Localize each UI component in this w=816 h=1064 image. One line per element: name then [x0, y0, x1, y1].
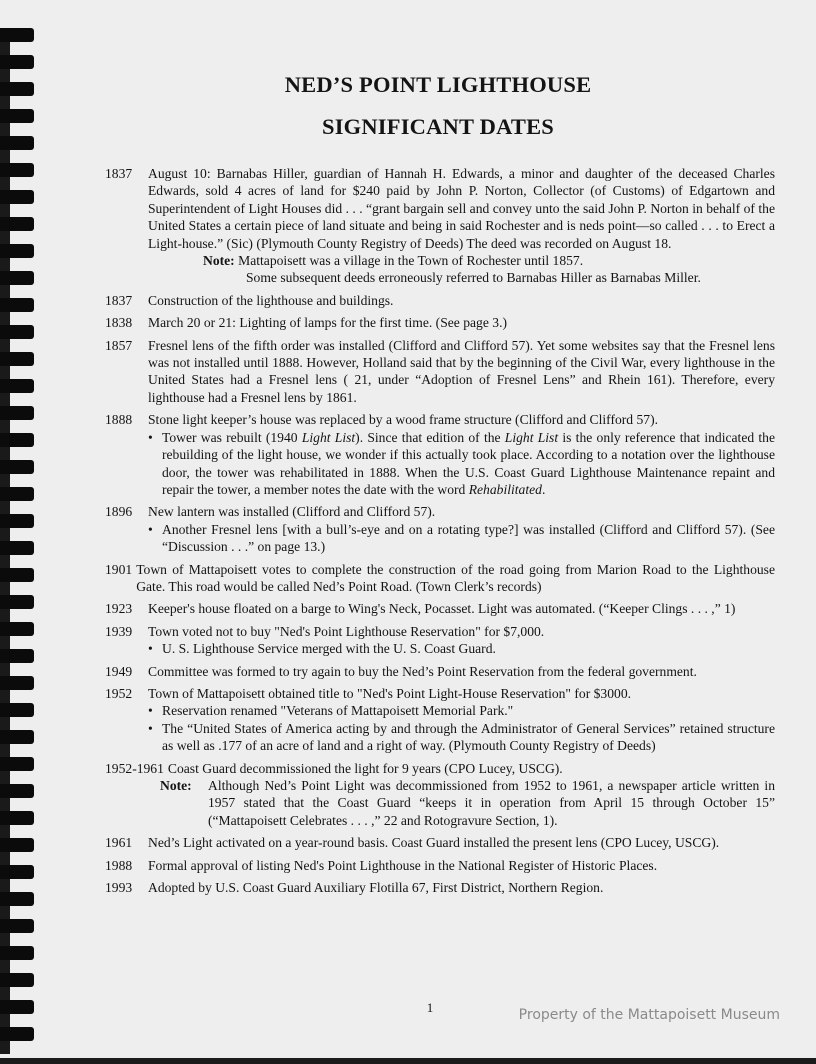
binding-coil [0, 541, 34, 555]
entry-text: Town of Mattapoisett obtained title to "Ned's Point Light-House Reservation" for $3000. [148, 685, 632, 701]
binding-coil [0, 649, 34, 663]
binding-coil [0, 379, 34, 393]
entry-year: 1939 [105, 623, 133, 639]
timeline-entry [105, 685, 775, 755]
binding-coil [0, 487, 34, 501]
bullet-icon: • [148, 641, 153, 657]
binding-coil [0, 946, 34, 960]
timeline [105, 165, 775, 901]
entry-year: 1961 [105, 835, 133, 851]
binding-coil [0, 352, 34, 366]
entry-year: 1952 [105, 685, 133, 701]
note-text: Although Ned’s Point Light was decommissioned from 1952 to 1961, a newspaper article written in 1957 stated that the Coast Guard “keeps it in operation from April 15 through October 15” (“Mattapoisett Celebrates . . . ,” 22 and Rotogravure Section, 1). [208, 778, 775, 828]
entry-text: New lantern was installed (Clifford and Clifford 57). [148, 504, 436, 520]
binding-coil [0, 190, 34, 204]
entry-year: 1901 [105, 561, 133, 577]
entry-text: Formal approval of listing Ned's Point Lighthouse in the National Register of Historic Places. [148, 857, 658, 873]
binding-coil [0, 325, 34, 339]
bullet-text: Another Fresnel lens [with a bull’s-eye and on a rotating type?] was installed (Clifford and Clifford 57). (See “Discussion . . .” on page 13.) [162, 521, 775, 555]
binding-coil [0, 433, 34, 447]
bullet-icon: • [148, 720, 153, 736]
timeline-entry [105, 337, 775, 407]
entry-year: 1949 [105, 663, 133, 679]
binding-coil [0, 28, 34, 42]
entry-year: 1993 [105, 880, 133, 896]
bullet-item [148, 640, 775, 657]
entry-year: 1896 [105, 504, 133, 520]
timeline-entry [105, 411, 775, 498]
watermark: Property of the Mattapoisett Museum [518, 1007, 780, 1023]
italic-title: Light List [504, 429, 559, 445]
page-number: 1 [426, 1000, 434, 1015]
binding-coil [0, 676, 34, 690]
entry-text: March 20 or 21: Lighting of lamps for the first time. (See page 3.) [148, 315, 508, 331]
timeline-entry [105, 879, 775, 896]
binding-coil [0, 568, 34, 582]
timeline-entry [105, 314, 775, 331]
bullet-icon: • [148, 521, 153, 537]
bullet-text: The “United States of America acting by and through the Administrator of General Services” retained structure as well as .177 of an acre of land and a right of way. (Plymouth County Registry of Deeds) [162, 720, 775, 754]
binding-coil [0, 595, 34, 609]
entry-text: August 10: Barnabas Hiller, guardian of Hannah H. Edwards, a minor and daughter of the deceased Charles Edwards, sold 4 acres of land for $240 paid by John P. Norton, Collector (of Customs) of Edgartown and Superintendent of Light Houses did . . . “grant bargain sell and convey unto the said John P. Norton in behalf of the United States a certain piece of land situate and being in said Rochester and is neds point—so called . . . to Erect a Light-house.” (Sic) (Plymouth County Registry of Deeds) The deed was recorded on August 18. [148, 166, 775, 251]
note-text: Mattapoisett was a village in the Town of Rochester until 1857. [238, 253, 584, 269]
binding-coil [0, 55, 34, 69]
binding-coil [0, 163, 34, 177]
note-text: Some subsequent deeds erroneously referred to Barnabas Hiller as Barnabas Miller. [246, 270, 701, 286]
binding-coil [0, 514, 34, 528]
entry-text: Coast Guard decommissioned the light for 9 years (CPO Lucey, USCG). [167, 760, 563, 776]
timeline-entry [105, 623, 775, 658]
binding-coil [0, 865, 34, 879]
note-label: Note: [203, 253, 235, 269]
entry-year: 1988 [105, 857, 133, 873]
bullet-item [148, 429, 775, 499]
entry-year: 1838 [105, 315, 133, 331]
timeline-entry [105, 600, 775, 617]
italic-word: Rehabilitated [468, 481, 542, 497]
binding-coil [0, 271, 34, 285]
page-title: NED’S POINT LIGHTHOUSE [284, 72, 592, 97]
binding-coil [0, 919, 34, 933]
bullet-text: is the only reference that indicated the rebuilding of the light house, we wonder if this actually took place. According to a notation over the lighthouse door, the tower was rehabilitated in 1888. When the U.S. Coast Guard Lighthouse Maintenance repaint and repair the tower, a member notes the date with the word [162, 429, 775, 497]
binding-coil [0, 622, 34, 636]
entry-year: 1888 [105, 412, 133, 428]
entry-year: 1857 [105, 337, 133, 353]
entry-text: Stone light keeper’s house was replaced by a wood frame structure (Clifford and Clifford 57). [148, 412, 659, 428]
bullet-text: U. S. Lighthouse Service merged with the U. S. Coast Guard. [162, 641, 496, 657]
binding-coil [0, 757, 34, 771]
bullet-text: . [541, 481, 546, 497]
page-bottom-edge [0, 1058, 816, 1064]
timeline-entry [105, 503, 775, 555]
bullet-icon: • [148, 429, 153, 445]
binding-coil [0, 406, 34, 420]
entry-text: Fresnel lens of the fifth order was installed (Clifford and Clifford 57). Yet some websites say that the Fresnel lens was not installed until 1888. However, Holland said that by the beginning of the Civil War, every lighthouse in the United States had a Fresnel lens ( 21, under “Adoption of Fresnel Lens” and Rhein 161). Therefore, every lighthouse had a Fresnel lens by 1861. [148, 337, 775, 405]
bullet-item [148, 720, 775, 755]
bullet-icon: • [148, 703, 153, 719]
timeline-entry [105, 292, 775, 309]
binding-coil [0, 838, 34, 852]
page-subtitle: SIGNIFICANT DATES [321, 114, 554, 139]
binding-coil [0, 784, 34, 798]
binding-coil [0, 298, 34, 312]
timeline-entry [105, 561, 775, 596]
entry-text: Town of Mattapoisett votes to complete the construction of the road going from Marion Road to the Lighthouse Gate. This road would be called Ned’s Point Road. (Town Clerk’s records) [136, 561, 775, 594]
timeline-entry [105, 760, 775, 830]
binding-coil [0, 460, 34, 474]
entry-text: Construction of the lighthouse and buildings. [148, 292, 394, 308]
binding-coil [0, 217, 34, 231]
timeline-entry [105, 663, 775, 680]
entry-text: Keeper's house floated on a barge to Wing's Neck, Pocasset. Light was automated. (“Keeper Clings . . . ,” 1) [148, 601, 736, 617]
entry-text: Town voted not to buy "Ned's Point Lighthouse Reservation" for $7,000. [148, 623, 545, 639]
timeline-entry [105, 165, 775, 287]
entry-text: Committee was formed to try again to buy the Ned’s Point Reservation from the federal government. [148, 663, 697, 679]
entry-text: Ned’s Light activated on a year-round basis. Coast Guard installed the present lens (CPO Lucey, USCG). [148, 835, 720, 851]
binding-coil [0, 703, 34, 717]
binding-coil [0, 973, 34, 987]
bullet-text: ). Since that edition of the [355, 429, 505, 445]
entry-year: 1923 [105, 601, 133, 617]
entry-year: 1837 [105, 166, 133, 181]
binding-coil [0, 811, 34, 825]
timeline-entry [105, 834, 775, 851]
bullet-text: Reservation renamed "Veterans of Mattapoisett Memorial Park." [162, 703, 514, 719]
entry-year: 1837 [105, 292, 133, 308]
bullet-text: Tower was rebuilt (1940 [162, 429, 302, 445]
timeline-entry [105, 857, 775, 874]
bullet-item [148, 702, 775, 719]
binding-coil [0, 1027, 34, 1041]
spiral-binding [0, 28, 34, 1064]
italic-title: Light List [301, 429, 356, 445]
note-label: Note: [160, 778, 192, 793]
bullet-item [148, 521, 775, 556]
binding-coil [0, 730, 34, 744]
entry-text: Adopted by U.S. Coast Guard Auxiliary Flotilla 67, First District, Northern Region. [148, 880, 604, 896]
entry-year: 1952-1961 [105, 760, 164, 776]
binding-coil [0, 892, 34, 906]
binding-coil [0, 244, 34, 258]
